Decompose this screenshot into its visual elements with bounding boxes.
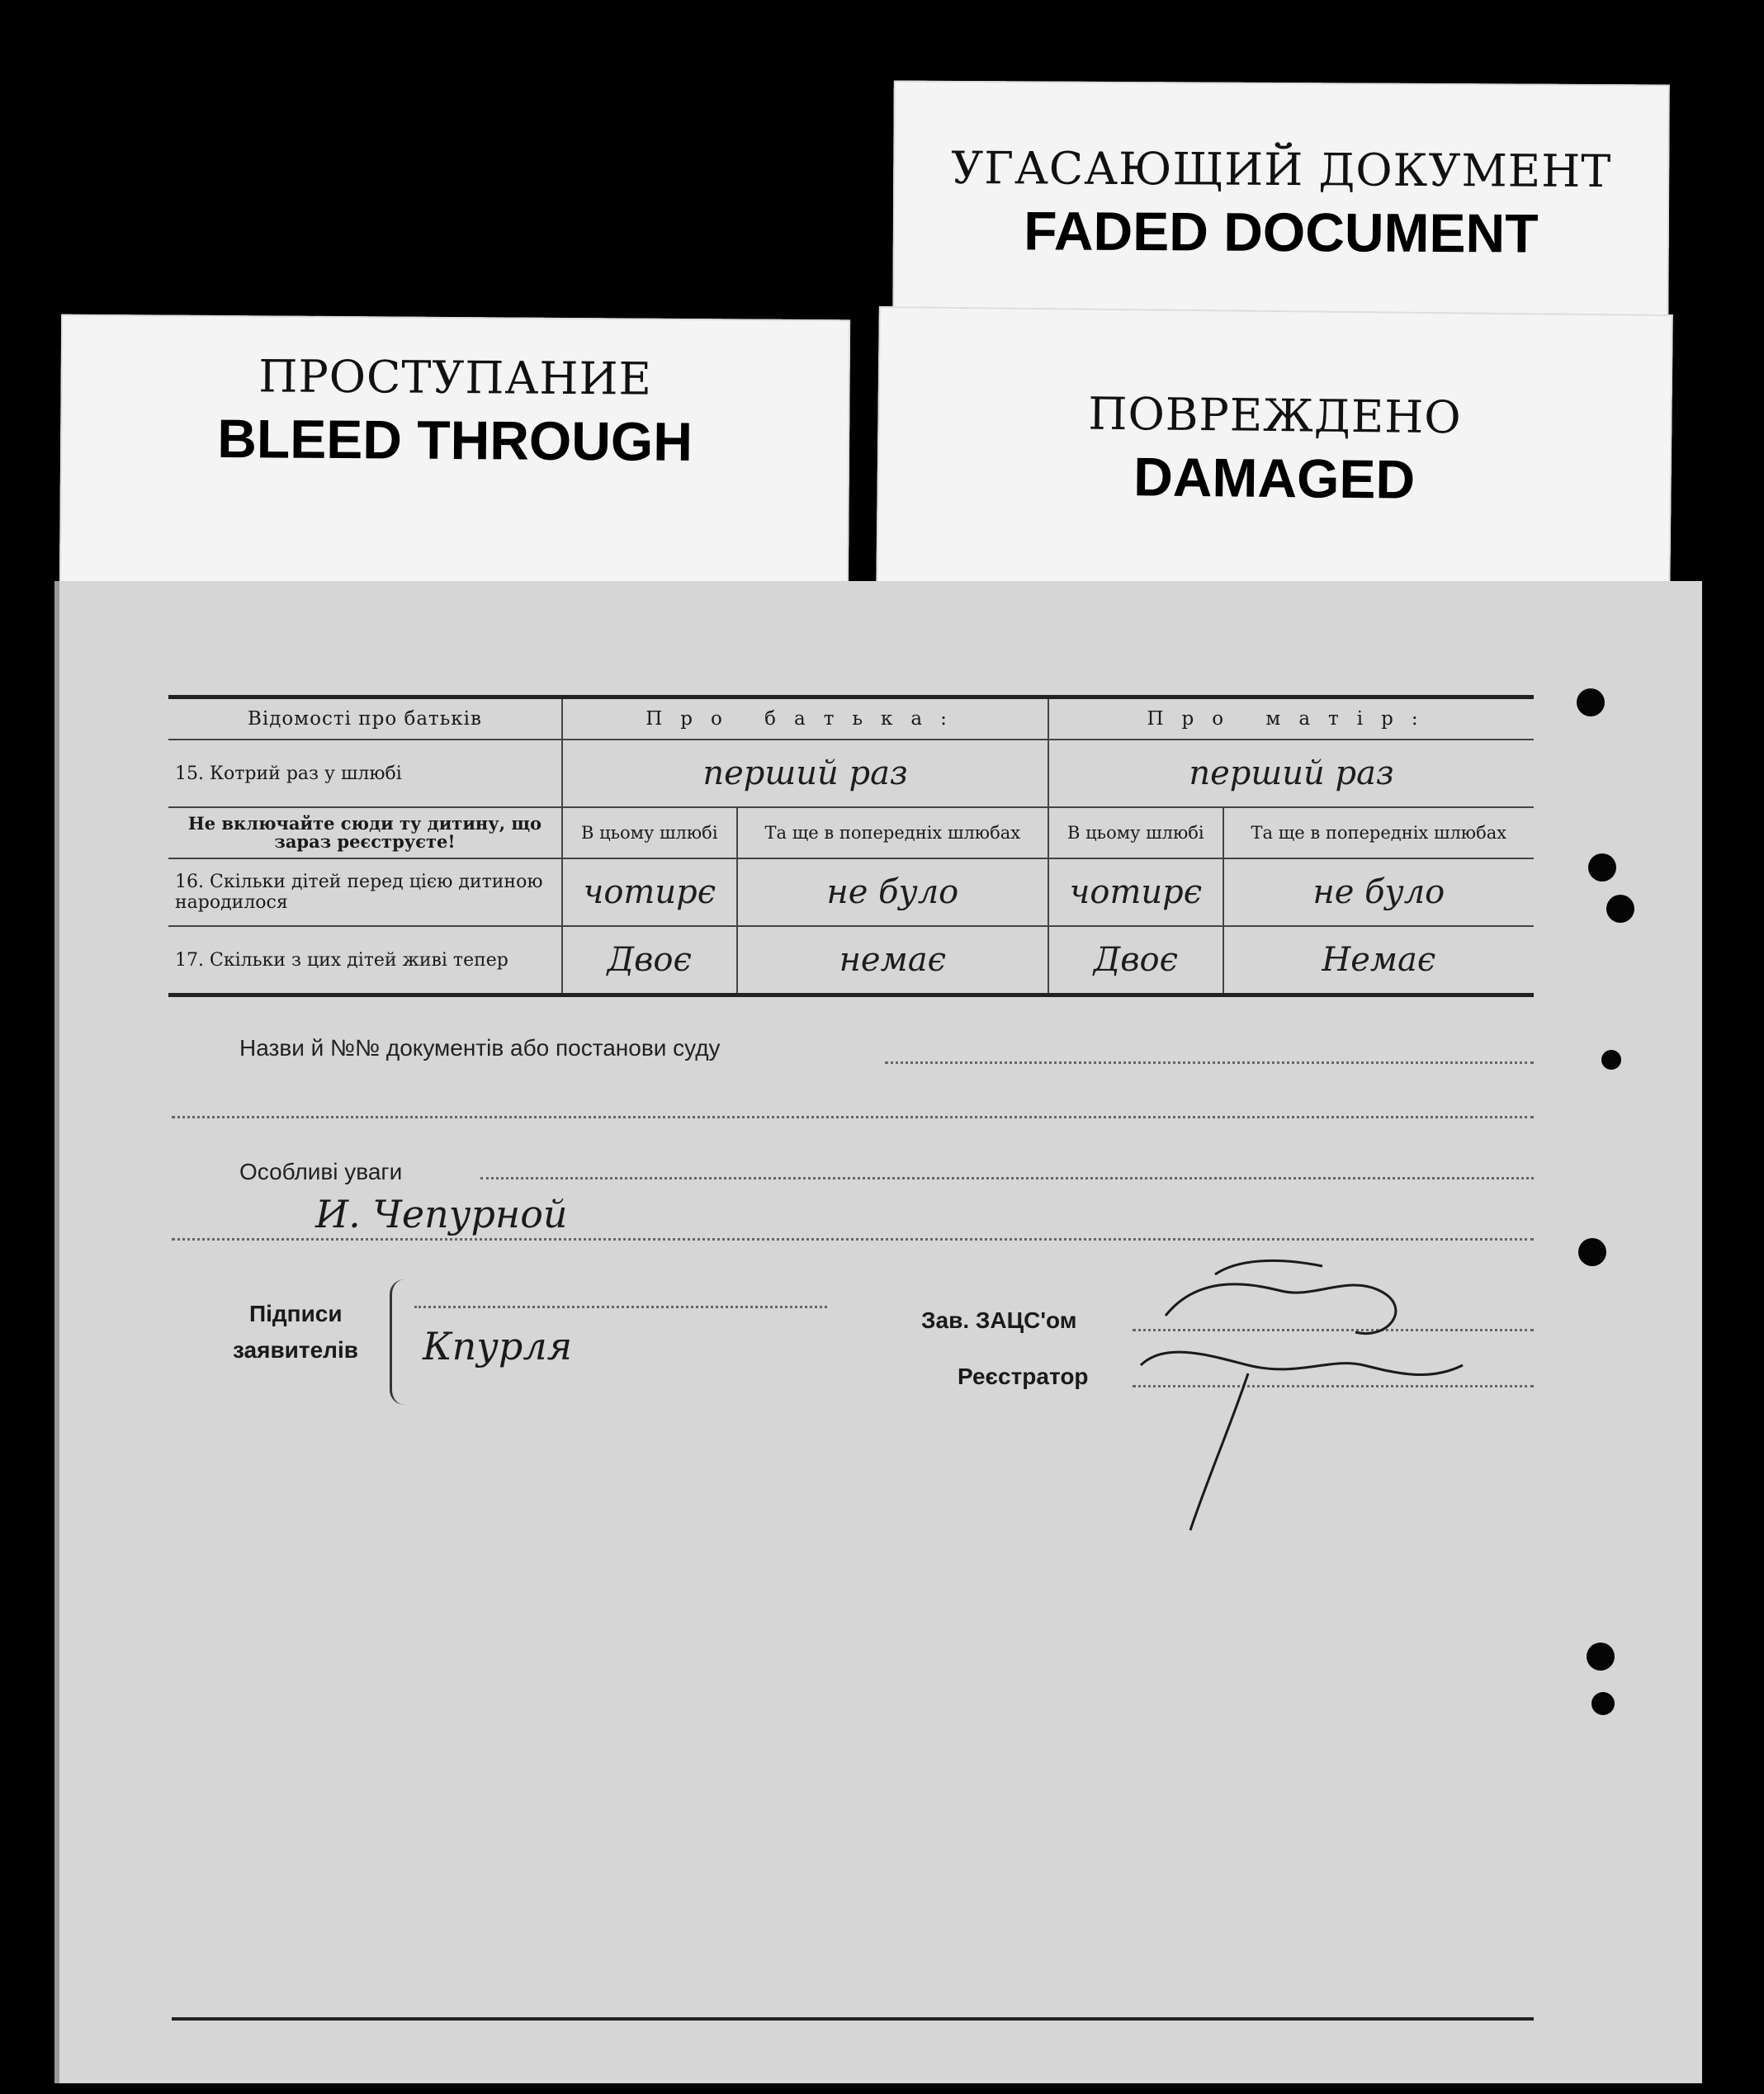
official-signatures [1116, 1241, 1512, 1572]
subheader-mother-current: В цьому шлюбі [1048, 807, 1223, 858]
documents-line-2 [172, 1116, 1534, 1118]
signatures-brace [390, 1279, 409, 1405]
signatures-label-1: Підписи [249, 1301, 343, 1326]
table-row [168, 858, 1534, 926]
registrar-label: Реєстратор [958, 1364, 1089, 1389]
faded-label-ru: УГАСАЮЩИЙ ДОКУМЕНТ [951, 141, 1612, 198]
table-row [168, 926, 1534, 995]
notes-line-2 [172, 1238, 1534, 1241]
subheader-father-current: В цьому шлюбі [562, 807, 737, 858]
notes-value: И. Чепурной [315, 1192, 568, 1236]
punch-hole [1591, 1692, 1615, 1715]
row16-father-current: чотирє [562, 858, 737, 926]
signature-line-1 [414, 1306, 827, 1308]
signatures-label-2: заявителів [233, 1337, 358, 1363]
head-of-registry-label: Зав. ЗАЦС'ом [921, 1307, 1077, 1333]
notes-line [480, 1177, 1534, 1179]
record-sheet [54, 581, 1702, 2083]
documents-label: Назви й №№ документів або постанови суду [239, 1035, 721, 1061]
row17-father-current: Двоє [562, 926, 737, 995]
row17-mother-current: Двоє [1048, 926, 1223, 995]
row17-father-previous: немає [737, 926, 1049, 995]
damaged-label-ru: ПОВРЕЖДЕНО [1088, 387, 1462, 444]
row16-label: 16. Скільки дітей перед цією дитиною народилося [168, 858, 562, 926]
punch-hole [1606, 895, 1634, 923]
row16-father-previous: не було [737, 858, 1049, 926]
punch-hole [1601, 1050, 1621, 1070]
notes-label: Особливі уваги [239, 1159, 403, 1184]
punch-hole [1577, 688, 1605, 716]
header-parents-info: Відомості про батьків [168, 697, 562, 740]
table-subheader-row [168, 807, 1534, 858]
documents-line [885, 1061, 1534, 1064]
subheader-father-previous: Та ще в попередніх шлюбах [737, 807, 1049, 858]
table-row [168, 740, 1534, 807]
bleed-through-label [59, 314, 850, 601]
punch-hole [1578, 1238, 1606, 1266]
row17-mother-previous: Немає [1223, 926, 1534, 995]
bottom-rule [172, 2017, 1534, 2021]
punch-hole [1587, 1643, 1615, 1671]
bleed-label-en: BLEED THROUGH [217, 407, 693, 473]
row16-mother-current: чотирє [1048, 858, 1223, 926]
damaged-label [876, 306, 1673, 603]
table-header-row [168, 697, 1534, 740]
row15-mother-value: перший раз [1048, 740, 1534, 807]
row15-label: 15. Котрий раз у шлюбі [168, 740, 562, 807]
subheader-mother-previous: Та ще в попередніх шлюбах [1223, 807, 1534, 858]
bleed-label-ru: ПРОСТУПАНИЕ [258, 350, 653, 405]
parents-info-table [168, 695, 1534, 997]
header-father: Про батька: [562, 697, 1048, 740]
row17-label: 17. Скільки з цих дітей живі тепер [168, 926, 562, 995]
faded-document-label [892, 81, 1670, 338]
damaged-label-en: DAMAGED [1133, 446, 1416, 510]
subheader-note: Не включайте сюди ту дитину, що зараз реєструєте! [168, 807, 562, 858]
signature-value: Кпурля [423, 1324, 573, 1368]
faded-label-en: FADED DOCUMENT [1023, 200, 1539, 264]
row16-mother-previous: не було [1223, 858, 1534, 926]
punch-hole [1588, 853, 1616, 882]
row15-father-value: перший раз [562, 740, 1048, 807]
header-mother: Про матір: [1048, 697, 1534, 740]
